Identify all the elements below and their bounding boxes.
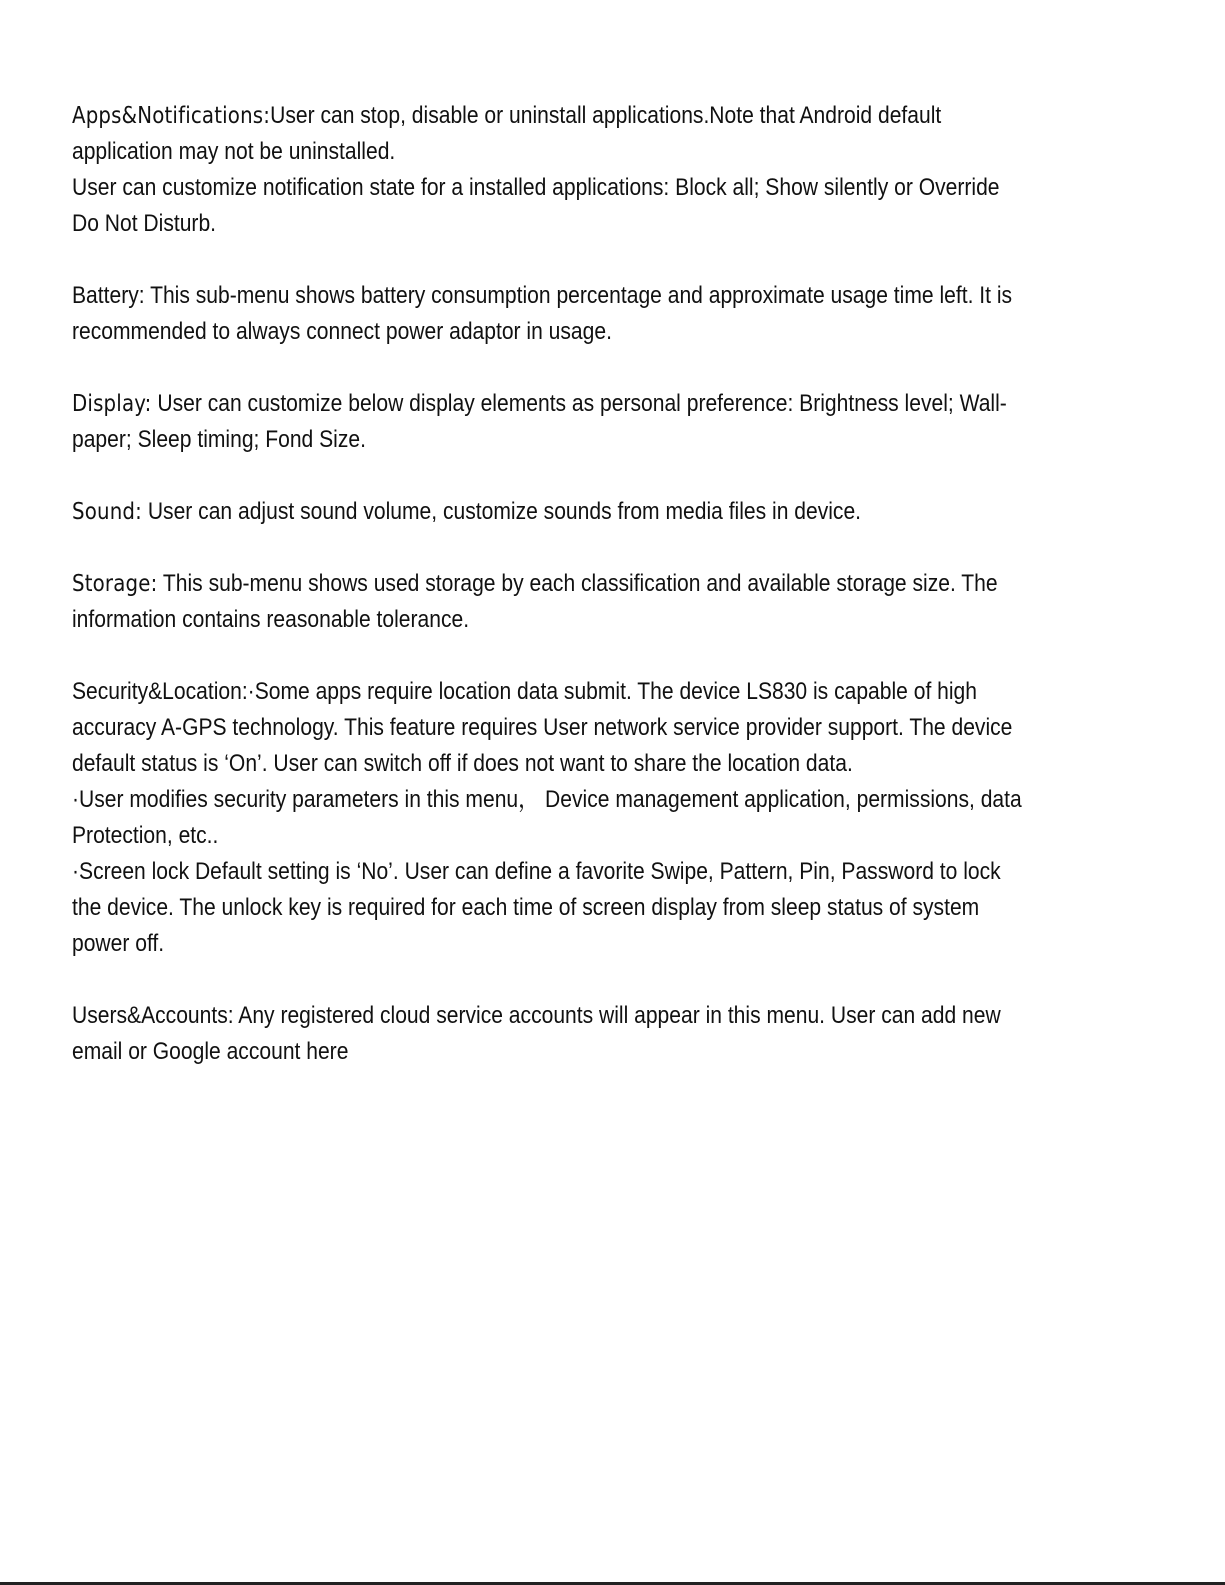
section-storage <box>72 566 1152 638</box>
text-line <box>72 1034 1001 1070</box>
line-text: paper; Sleep timing; Fond Size. <box>72 426 366 453</box>
section-heading: Display: <box>72 391 152 417</box>
line-text: Battery: This sub-menu shows battery consumption percentage and approximate usage time left. It is <box>72 282 1013 309</box>
section-sound <box>72 494 1152 530</box>
text-line <box>72 710 1013 746</box>
text-line <box>72 602 1001 638</box>
line-text: recommended to always connect power adaptor in usage. <box>72 318 612 345</box>
line-text: ·Screen lock Default setting is ‘No’. User can define a favorite Swipe, Pattern, Pin, Password to lock <box>72 858 1001 885</box>
section-security-location <box>72 674 1152 962</box>
text-line <box>72 674 1001 710</box>
text-line <box>72 998 1001 1034</box>
line-text: Users&Accounts: Any registered cloud service accounts will appear in this menu. User can add new <box>72 1002 1001 1029</box>
section-display <box>72 386 1152 458</box>
text-line <box>72 422 1001 458</box>
line-text: User can customize notification state for a installed applications: Block all; Show silently or Override <box>72 174 1000 201</box>
line-text: This sub-menu shows used storage by each classification and available storage size. The <box>157 570 998 597</box>
text-line <box>72 818 1001 854</box>
section-users-accounts <box>72 998 1152 1070</box>
text-line <box>72 746 1001 782</box>
line-text: accuracy A-GPS technology. This feature requires User network service provider support. The device <box>72 714 1013 741</box>
line-text: Do Not Disturb. <box>72 210 217 237</box>
section-heading: Storage: <box>72 571 158 597</box>
section-heading: Apps&Notifications: <box>72 103 271 129</box>
text-line <box>72 854 1001 890</box>
text-line <box>72 278 1013 314</box>
line-text: email or Google account here <box>72 1038 349 1065</box>
text-line <box>72 782 1022 818</box>
text-line <box>72 170 1001 206</box>
text-line <box>72 314 1001 350</box>
line-text: power off. <box>72 930 165 957</box>
line-text: User can customize below display elements as personal preference: Brightness level; Wall- <box>151 390 1007 417</box>
text-line <box>72 134 1001 170</box>
text-line <box>72 386 1007 422</box>
text-line <box>72 566 1001 602</box>
text-line <box>72 206 1001 242</box>
text-line <box>72 926 1001 962</box>
line-text: default status is ‘On’. User can switch off if does not want to share the location data. <box>72 750 853 777</box>
line-text: Protection, etc.. <box>72 822 219 849</box>
line-text: the device. The unlock key is required for each time of screen display from sleep status of system <box>72 894 980 921</box>
section-heading: Sound: <box>72 499 142 525</box>
line-text: information contains reasonable tolerance. <box>72 606 470 633</box>
line-text: User can adjust sound volume, customize sounds from media files in device. <box>141 498 862 525</box>
line-text: ·User modifies security parameters in this menu， Device management application, permissions, data <box>72 786 1022 813</box>
text-line <box>72 98 1001 134</box>
section-apps-notifications <box>72 98 1152 242</box>
text-line <box>72 890 1001 926</box>
document-page <box>72 98 1152 1106</box>
section-battery <box>72 278 1152 350</box>
line-text: application may not be uninstalled. <box>72 138 396 165</box>
text-line <box>72 494 1001 530</box>
line-text: User can stop, disable or uninstall applications.Note that Android default <box>270 102 942 129</box>
line-text: Security&Location:·Some apps require location data submit. The device LS830 is capable of high <box>72 678 978 705</box>
